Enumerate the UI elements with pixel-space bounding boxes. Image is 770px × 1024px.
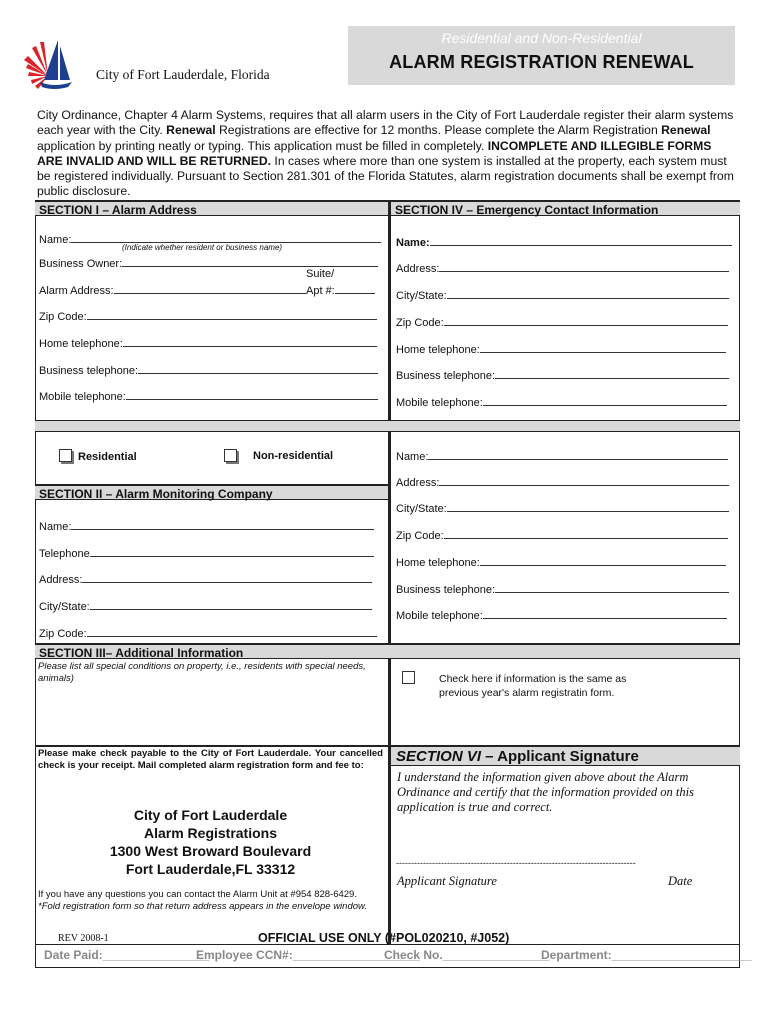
s4a-mobile-tel-field[interactable]: Mobile telephone: <box>396 394 727 409</box>
addr-line4: Fort Lauderdale,FL 33312 <box>125 861 296 877</box>
employee-ccn-field[interactable]: Employee CCN#:___________________ <box>196 948 420 962</box>
rev-label: REV 2008-1 <box>58 933 109 944</box>
s4b-address-field[interactable]: Address: <box>396 474 729 489</box>
payment-instructions: Please make check payable to the City of Fort Lauderdale. Your cancelled check is your receipt. Mail completed alarm registration form and fee to: <box>38 748 383 771</box>
date-paid-field[interactable]: Date Paid:________________ <box>44 948 210 962</box>
s4a-business-tel-field[interactable]: Business telephone: <box>396 367 729 382</box>
s2-address-field[interactable]: Address: <box>39 571 372 586</box>
s4a-zip-field[interactable]: Zip Code: <box>396 314 728 329</box>
addr-line3: 1300 West Broward Boulevard <box>109 843 312 859</box>
form-subtitle: Residential and Non-Residential <box>441 30 642 46</box>
divider <box>35 431 740 432</box>
s4b-name-field[interactable]: Name: <box>396 448 728 463</box>
residential-label: Residential <box>78 451 137 463</box>
s4b-home-tel-field[interactable]: Home telephone: <box>396 554 726 569</box>
nonresidential-checkbox[interactable] <box>224 449 237 462</box>
s4b-business-tel-field[interactable]: Business telephone: <box>396 581 729 596</box>
fold-note: *Fold registration form so that return address appears in the envelope window. <box>38 901 367 912</box>
intro-paragraph: City Ordinance, Chapter 4 Alarm Systems, requires that all alarm users in the City of Fort Lauderdale register their alarm systems each year with the City. Renewal Registrations are effective for 12 months. Please complete the Alarm Registration Renewal application by printing neatly or typing. This application must be filled in completely. INCOMPLETE AND ILLEGIBLE FORMS ARE INVALID AND WILL BE RETURNED. In cases where more than one system is installed at the property, each system must be registered individually. Pursuant to Section 281.301 of the Florida Statutes, alarm registration documents shall be exempt from public disclosure. <box>37 108 734 199</box>
s4b-zip-field[interactable]: Zip Code: <box>396 527 728 542</box>
date-label: Date <box>668 874 693 888</box>
s2-zip-field[interactable]: Zip Code: <box>39 625 377 640</box>
s3-textarea[interactable] <box>38 688 384 744</box>
s1-apt-field[interactable]: Apt #: <box>306 282 375 297</box>
gray-band <box>35 421 740 431</box>
check-no-field[interactable]: Check No.________________ <box>384 948 550 962</box>
signature-dash-line[interactable]: -------------------------------------------------------------------------------- <box>396 858 636 868</box>
s4b-mobile-tel-field[interactable]: Mobile telephone: <box>396 607 727 622</box>
s1-name-hint: (Indicate whether resident or business name) <box>122 243 283 252</box>
s1-zip-field[interactable]: Zip Code: <box>39 308 377 323</box>
section2-header: SECTION II – Alarm Monitoring Company <box>35 484 388 500</box>
s1-mobile-tel-field[interactable]: Mobile telephone: <box>39 388 378 403</box>
certify-statement: I understand the information given above about the Alarm Ordinance and certify that the information provided on this application is true and correct. <box>397 770 694 814</box>
same-as-previous-checkbox[interactable] <box>402 671 415 684</box>
s1-alarm-address-field[interactable]: Alarm Address: <box>39 282 306 297</box>
s4a-home-tel-field[interactable]: Home telephone: <box>396 341 726 356</box>
s1-suite-label: Suite/ <box>306 268 335 280</box>
section4-header: SECTION IV – Emergency Contact Information <box>391 200 740 216</box>
nonresidential-label: Non-residential <box>253 450 334 462</box>
department-field[interactable]: Department:_____________________ <box>541 948 752 962</box>
s2-city-state-field[interactable]: City/State: <box>39 598 372 613</box>
column-divider <box>388 200 391 944</box>
s4a-address-field[interactable]: Address: <box>396 260 729 275</box>
s3-note: Please list all special conditions on property, i.e., residents with special needs, animals) <box>38 661 366 684</box>
same-as-previous-label: Check here if information is the same as previous year's alarm registratin form. <box>439 673 627 699</box>
s1-name-field[interactable]: Name: <box>39 231 381 246</box>
addr-line1: City of Fort Lauderdale <box>133 807 288 823</box>
s2-name-field[interactable]: Name: <box>39 518 374 533</box>
s1-business-tel-field[interactable]: Business telephone: <box>39 362 378 377</box>
section3-header: SECTION III– Additional Information <box>35 643 740 659</box>
s4a-name-field[interactable]: Name: <box>396 234 732 249</box>
residential-checkbox[interactable] <box>59 449 72 462</box>
questions-contact: If you have any questions you can contact the Alarm Unit at #954 828-6429. <box>38 889 357 900</box>
city-logo <box>22 34 77 94</box>
mailing-address <box>38 806 383 878</box>
applicant-signature-label: Applicant Signature <box>397 874 497 888</box>
s2-telephone-field[interactable]: Telephone <box>39 545 374 560</box>
city-name: City of Fort Lauderdale, Florida <box>96 67 270 82</box>
addr-line2: Alarm Registrations <box>143 825 278 841</box>
s1-business-owner-field[interactable]: Business Owner: <box>39 255 378 270</box>
section1-header: SECTION I – Alarm Address <box>35 200 388 216</box>
official-use-label: OFFICIAL USE ONLY (#POL020210, #J052) <box>258 931 510 945</box>
section6-title: SECTION VI – Applicant Signature <box>396 748 639 765</box>
s4a-city-state-field[interactable]: City/State: <box>396 287 729 302</box>
form-title: ALARM REGISTRATION RENEWAL <box>389 52 694 72</box>
s4b-city-state-field[interactable]: City/State: <box>396 500 729 515</box>
s1-home-tel-field[interactable]: Home telephone: <box>39 335 377 350</box>
